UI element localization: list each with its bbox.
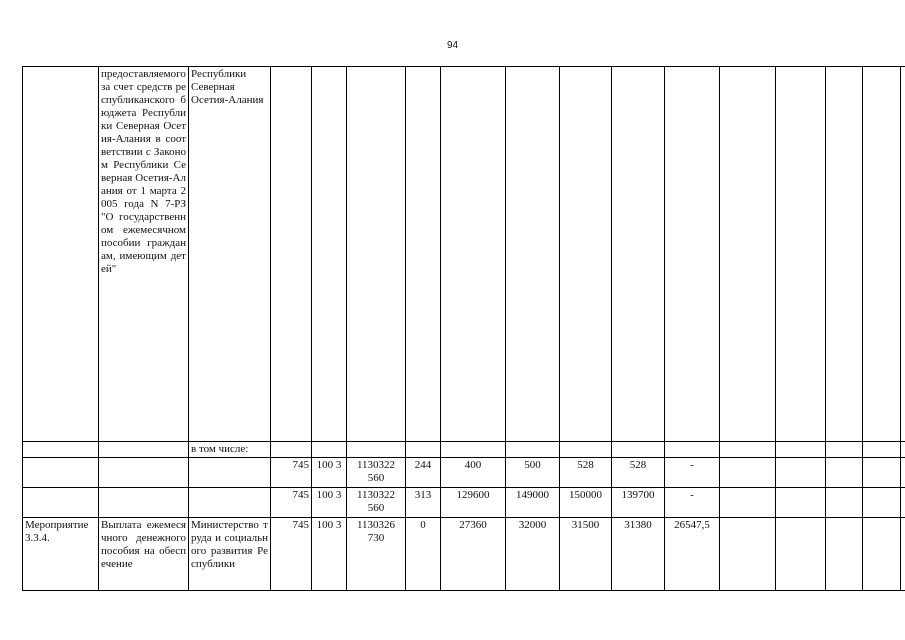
empty-cell — [720, 458, 776, 488]
empty-cell — [99, 458, 189, 488]
year-2-cell: 500 — [506, 458, 560, 488]
empty-cell — [826, 442, 863, 458]
year-5-cell: - — [665, 488, 720, 518]
executor-cell: в том числе: — [189, 442, 271, 458]
year-1-cell: 129600 — [441, 488, 506, 518]
empty-cell — [776, 488, 826, 518]
empty-cell — [347, 442, 406, 458]
csr-cell: 1130326 730 — [347, 518, 406, 591]
empty-cell — [826, 67, 863, 442]
empty-cell — [665, 442, 720, 458]
empty-cell — [826, 458, 863, 488]
empty-cell — [612, 442, 665, 458]
empty-cell — [901, 442, 905, 458]
budget-table — [22, 66, 905, 591]
grbs-cell: 745 — [271, 458, 312, 488]
table-row — [23, 458, 905, 488]
csr-cell: 1130322 560 — [347, 458, 406, 488]
empty-cell — [901, 488, 905, 518]
year-5-cell: - — [665, 458, 720, 488]
year-1-cell: 400 — [441, 458, 506, 488]
empty-cell — [406, 442, 441, 458]
vr-cell: 0 — [406, 518, 441, 591]
description-cell: предоставляемого за счет средств республиканского бюджета Республики Северная Осетия-Алания в соответствии с Законом Республики Северная Осетия-Алания от 1 марта 2005 года N 7-РЗ "О государственном ежемесячном пособии гражданам, имеющим детей" — [99, 67, 189, 442]
page-number: 94 — [446, 40, 459, 51]
table-row — [23, 67, 905, 442]
year-4-cell: 139700 — [612, 488, 665, 518]
year-4-cell: 31380 — [612, 518, 665, 591]
table-row — [23, 488, 905, 518]
year-2-cell: 32000 — [506, 518, 560, 591]
empty-cell — [271, 67, 312, 442]
empty-cell — [863, 67, 901, 442]
rzpr-cell: 100 3 — [312, 518, 347, 591]
empty-cell — [506, 442, 560, 458]
description-cell: Выплата ежемесячного денежного пособия на обеспечение — [99, 518, 189, 591]
empty-cell — [99, 442, 189, 458]
table-row — [23, 518, 905, 591]
empty-cell — [441, 67, 506, 442]
executor-cell: Республики Северная Осетия-Алания — [189, 67, 271, 442]
empty-cell — [312, 442, 347, 458]
empty-cell — [826, 518, 863, 591]
empty-cell — [720, 442, 776, 458]
empty-cell — [720, 518, 776, 591]
empty-cell — [901, 67, 905, 442]
empty-cell — [901, 458, 905, 488]
rzpr-cell: 100 3 — [312, 488, 347, 518]
empty-cell — [863, 488, 901, 518]
rzpr-cell: 100 3 — [312, 458, 347, 488]
empty-cell — [189, 458, 271, 488]
empty-cell — [665, 67, 720, 442]
empty-cell — [720, 67, 776, 442]
year-4-cell: 528 — [612, 458, 665, 488]
empty-cell — [776, 67, 826, 442]
executor-cell: Министерство труда и социального развития Республики — [189, 518, 271, 591]
empty-cell — [826, 488, 863, 518]
empty-cell — [441, 442, 506, 458]
csr-cell: 1130322 560 — [347, 488, 406, 518]
table-row — [23, 442, 905, 458]
vr-cell: 313 — [406, 488, 441, 518]
empty-cell — [612, 67, 665, 442]
empty-cell — [23, 458, 99, 488]
empty-cell — [560, 67, 612, 442]
year-3-cell: 150000 — [560, 488, 612, 518]
empty-cell — [776, 442, 826, 458]
empty-cell — [776, 518, 826, 591]
measure-cell: Мероприятие 3.3.4. — [23, 518, 99, 591]
empty-cell — [406, 67, 441, 442]
empty-cell — [560, 442, 612, 458]
year-3-cell: 528 — [560, 458, 612, 488]
year-2-cell: 149000 — [506, 488, 560, 518]
empty-cell — [99, 488, 189, 518]
empty-cell — [506, 67, 560, 442]
measure-cell — [23, 67, 99, 442]
vr-cell: 244 — [406, 458, 441, 488]
empty-cell — [23, 442, 99, 458]
empty-cell — [776, 458, 826, 488]
year-3-cell: 31500 — [560, 518, 612, 591]
empty-cell — [23, 488, 99, 518]
empty-cell — [901, 518, 905, 591]
year-1-cell: 27360 — [441, 518, 506, 591]
empty-cell — [189, 488, 271, 518]
grbs-cell: 745 — [271, 488, 312, 518]
year-5-cell: 26547,5 — [665, 518, 720, 591]
empty-cell — [271, 442, 312, 458]
empty-cell — [863, 442, 901, 458]
empty-cell — [347, 67, 406, 442]
empty-cell — [720, 488, 776, 518]
empty-cell — [863, 458, 901, 488]
grbs-cell: 745 — [271, 518, 312, 591]
empty-cell — [312, 67, 347, 442]
empty-cell — [863, 518, 901, 591]
